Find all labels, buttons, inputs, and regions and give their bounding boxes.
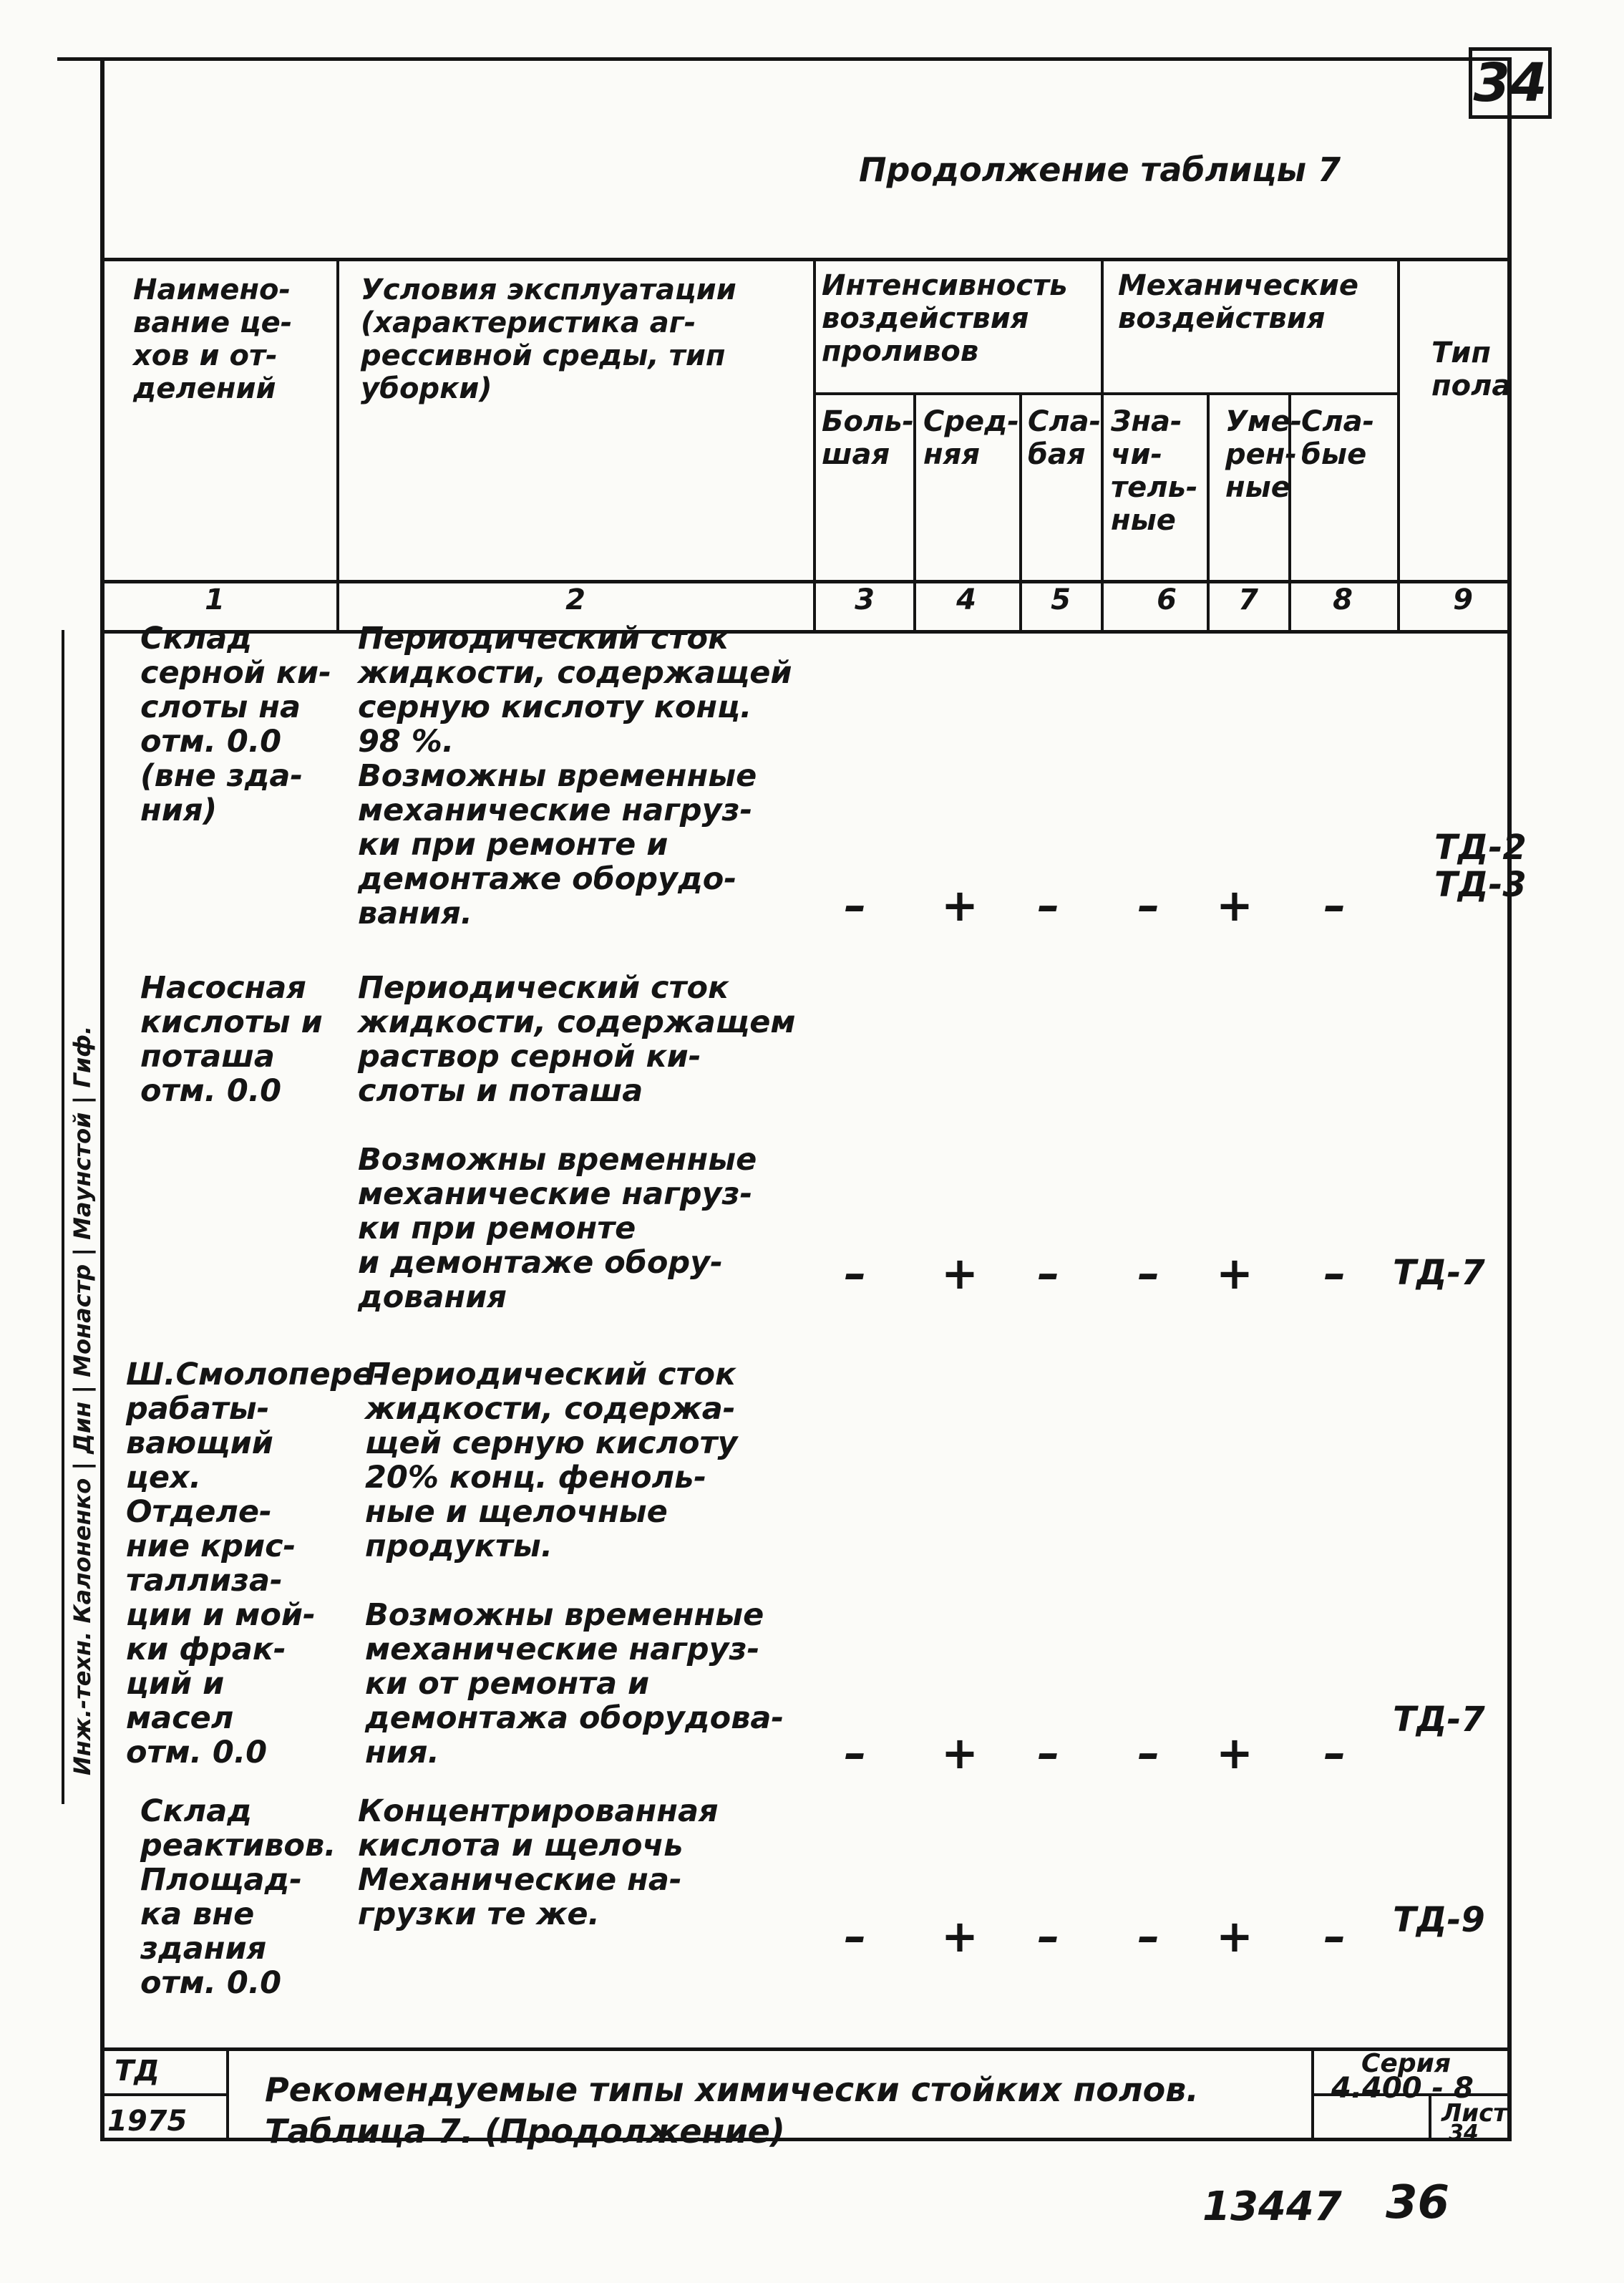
footer-mid-line-left (100, 2093, 226, 2096)
row4-floor-type: ТД-9 (1393, 1900, 1485, 1940)
footer-divider-2 (1311, 2047, 1314, 2141)
colnum-5: 5 (1051, 583, 1071, 616)
row1-mark-6: – (1323, 879, 1346, 931)
row2-mark-5: + (1216, 1247, 1253, 1299)
row2-mark-3: – (1037, 1247, 1060, 1299)
row3-mark-3: – (1037, 1727, 1060, 1779)
row2-name: Насосная кислоты и поташа отм. 0.0 (140, 970, 323, 1109)
header-col2: Условия эксплуатации (характеристика аг- рессивной среды, тип уборки) (361, 273, 736, 405)
row2-mark-4: – (1137, 1247, 1160, 1299)
colnum-3: 3 (855, 583, 875, 616)
col-divider-5 (1101, 258, 1104, 634)
row1-mark-4: – (1137, 879, 1160, 931)
footer-top-line (100, 2047, 1512, 2051)
header-group-mech: Механические воздействия (1118, 269, 1358, 335)
footer-divider-1 (226, 2047, 229, 2141)
col-divider-2 (813, 258, 816, 634)
header-sub-significant: Зна- чи- тель- ные (1111, 405, 1198, 537)
header-group-line (813, 392, 1400, 395)
row2-mark-2: + (941, 1247, 978, 1299)
row1-mark-2: + (941, 879, 978, 931)
footer-series-value: 4.400 - 8 (1331, 2072, 1474, 2105)
row4-mark-4: – (1137, 1910, 1160, 1962)
row3-mark-1: – (844, 1727, 867, 1779)
colnum-8: 8 (1333, 583, 1353, 616)
footer-title-line2: Таблица 7. (Продолжение) (265, 2112, 785, 2151)
header-sub-weak: Сла- бая (1028, 405, 1102, 471)
row2-floor-type: ТД-7 (1393, 1253, 1485, 1293)
header-sub-large: Боль- шая (822, 405, 915, 471)
row1-mark-5: + (1216, 879, 1253, 931)
row1-mark-3: – (1037, 879, 1060, 931)
table-caption: Продолжение таблицы 7 (859, 150, 1341, 189)
row1-conditions: Периодический сток жидкости, содержащей серную кислоту конц. 98 %. Возможны временные механические нагруз- ки при ремонте и демонтаже оборудо- вания. (358, 621, 792, 931)
header-sub-weak-mech: Сла- бые (1301, 405, 1375, 471)
colnum-9: 9 (1453, 583, 1473, 616)
colnum-2: 2 (565, 583, 585, 616)
row4-mark-3: – (1037, 1910, 1060, 1962)
colnum-6: 6 (1157, 583, 1177, 616)
sheet-number-box: 34 (1469, 47, 1552, 119)
row1-mark-1: – (844, 879, 867, 931)
header-top-line (100, 258, 1512, 261)
body-left-divider (100, 630, 104, 2047)
footer-series-label: Серия (1361, 2049, 1451, 2078)
header-group-spill: Интенсивность воздействия проливов (822, 269, 1068, 368)
row2-mark-1: – (844, 1247, 867, 1299)
header-sub-medium: Сред- няя (923, 405, 1020, 471)
row2-conditions: Периодический сток жидкости, содержащем раствор серной ки- слоты и поташа Возможны временные механические нагруз- ки при ремонте и демонтаже обору- дования (358, 970, 796, 1315)
row4-mark-2: + (941, 1910, 978, 1962)
header-col9: Тип пола (1431, 336, 1512, 402)
colnum-1: 1 (205, 583, 225, 616)
footer-code: ТД (115, 2055, 160, 2088)
header-sub-moderate: Уме- рен- ные (1225, 405, 1303, 504)
stamp-number: 13447 (1202, 2183, 1342, 2230)
row3-mark-2: + (941, 1727, 978, 1779)
colnum-7: 7 (1238, 583, 1258, 616)
footer-year: 1975 (107, 2105, 188, 2138)
row4-conditions: Концентрированная кислота и щелочь Механические на- грузки те же. (358, 1793, 719, 1932)
colnum-4: 4 (956, 583, 976, 616)
row3-floor-type: ТД-7 (1393, 1700, 1485, 1740)
row3-conditions: Периодический сток жидкости, содержа- щей серную кислоту 20% конц. феноль- ные и щелочные продукты. Возможны временные механические нагруз- ки от ремонта и демонтажа оборудова- ния. (365, 1357, 784, 1770)
row4-mark-6: – (1323, 1910, 1346, 1962)
row3-mark-6: – (1323, 1727, 1346, 1779)
row1-floor-type: ТД-2 ТД-3 (1434, 828, 1527, 905)
footer-sheet-value: 34 (1449, 2120, 1479, 2146)
row1-name: Склад серной ки- слоты на отм. 0.0 (вне зда- ния) (140, 621, 331, 828)
header-col1: Наимено- вание це- хов и от- делений (133, 273, 293, 405)
row2-mark-6: – (1323, 1247, 1346, 1299)
col-divider-1 (336, 258, 339, 634)
col-divider-8 (1397, 258, 1400, 634)
left-margin-line (62, 630, 64, 1804)
row4-mark-1: – (844, 1910, 867, 1962)
row4-mark-5: + (1216, 1910, 1253, 1962)
side-stamp: Инж.-техн. Калоненко | Дин | Монастр | Маунстой | Гиф. (69, 1025, 96, 1775)
page-number: 36 (1386, 2176, 1450, 2229)
row3-mark-5: + (1216, 1727, 1253, 1779)
row4-name: Склад реактивов. Площад- ка вне здания отм. 0.0 (140, 1793, 336, 2001)
footer-sheet-label: Лист (1441, 2099, 1507, 2128)
footer-title-line1: Рекомендуемые типы химически стойких полов. (265, 2070, 1199, 2109)
row3-mark-4: – (1137, 1727, 1160, 1779)
row3-name: Ш.Смолопере- рабаты- вающий цех. Отделе- ние крис- таллиза- ции и мой- ки фрак- ций и масел отм. 0.0 (126, 1357, 386, 1770)
